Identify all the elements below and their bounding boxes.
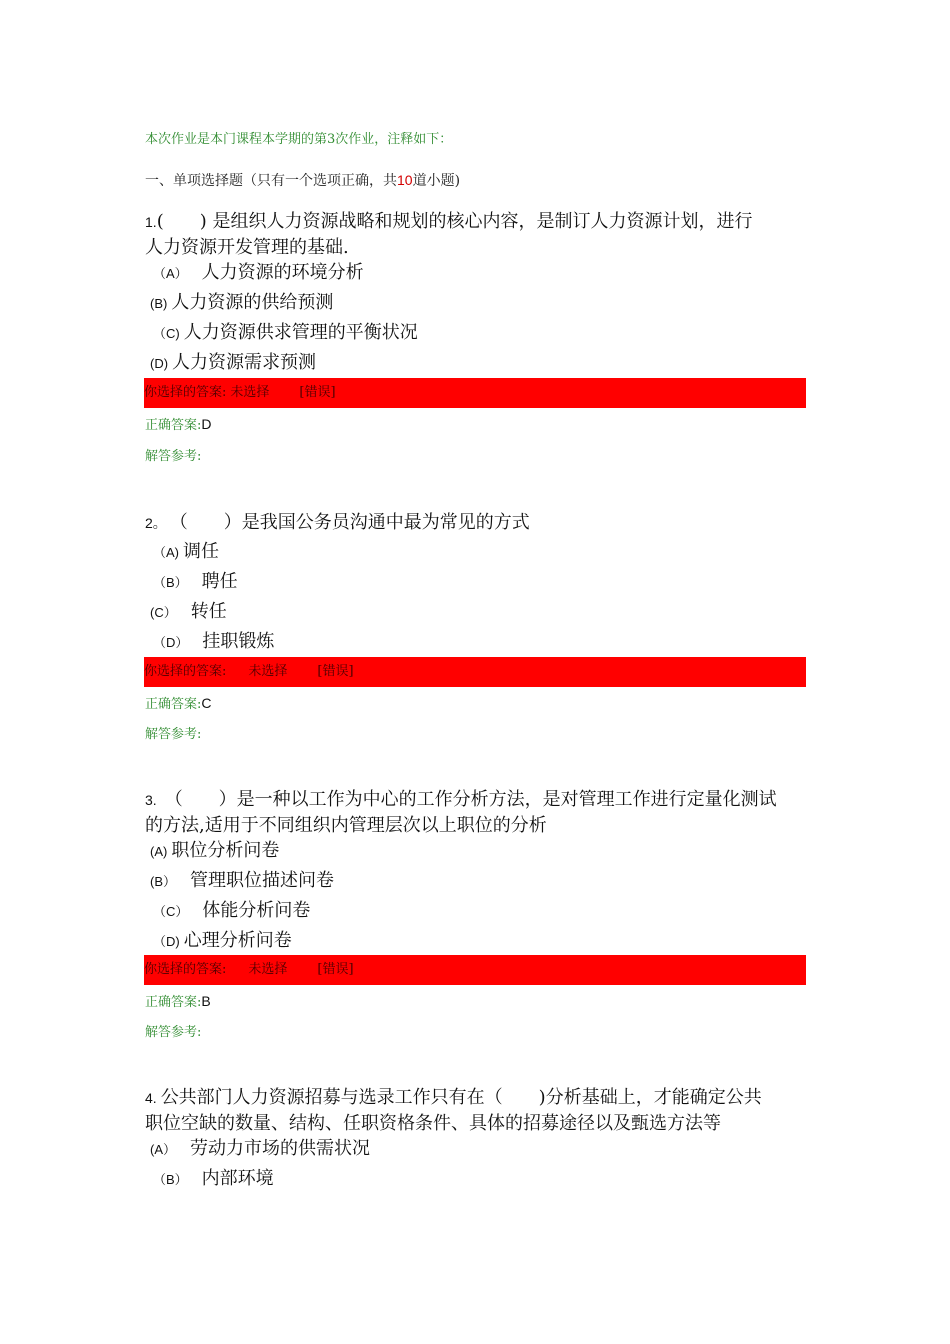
question-3 (145, 787, 777, 838)
option-b[interactable]: （B） 内部环境 (153, 1168, 274, 1189)
answer-result-bar: 你选择的答案: 未选择 [错误] (144, 955, 806, 985)
option-b[interactable]: (B） 管理职位描述问卷 (150, 870, 335, 891)
option-c[interactable]: （C) 人力资源供求管理的平衡状况 (153, 322, 418, 343)
option-a[interactable]: (A） 劳动力市场的供需状况 (150, 1138, 371, 1159)
answer-reference: 解答参考: (145, 449, 202, 464)
correct-answer: 正确答案:B (145, 993, 211, 1010)
option-a[interactable]: (A) 职位分析问卷 (150, 840, 280, 861)
correct-answer: 正确答案:D (145, 416, 212, 433)
question-text-line1: 公共部门人力资源招募与选录工作只有在（ )分析基础上，才能确定公共 (160, 1087, 762, 1108)
question-number: 1. (145, 214, 157, 230)
question-count: 10 (397, 172, 413, 188)
answer-reference: 解答参考: (145, 727, 202, 742)
question-1 (145, 209, 752, 260)
homework-intro: 本次作业是本门课程本学期的第3次作业，注释如下： (145, 132, 453, 147)
question-text-line1: ( ) 是组织人力资源战略和规划的核心内容，是制订人力资源计划，进行 (156, 211, 753, 232)
section-suffix: 道小题) (412, 173, 461, 189)
option-a[interactable]: （A） 人力资源的环境分析 (153, 262, 364, 283)
option-b[interactable]: (B) 人力资源的供给预测 (150, 292, 334, 313)
question-2 (145, 510, 530, 536)
question-number: 3. (145, 792, 157, 808)
option-b[interactable]: （B） 聘任 (153, 571, 238, 592)
question-text-line1: （ ）是我国公务员沟通中最为常见的方式 (178, 512, 530, 533)
option-c[interactable]: (C） 转任 (150, 601, 227, 622)
question-number: 4. (145, 1090, 157, 1106)
question-text-line2: 人力资源开发管理的基础. (145, 237, 349, 258)
correct-answer: 正确答案:C (145, 695, 212, 712)
option-c[interactable]: （C） 体能分析问卷 (153, 900, 311, 921)
option-d[interactable]: （D） 挂职锻炼 (153, 631, 275, 652)
question-number: 2。 (145, 515, 167, 531)
answer-result-bar: 你选择的答案: 未选择 [错误] (144, 378, 806, 408)
option-a[interactable]: （A) 调任 (153, 541, 220, 562)
section-prefix: 一、单项选择题（只有一个选项正确，共 (145, 173, 397, 189)
option-d[interactable]: （D) 心理分析问卷 (153, 930, 292, 951)
question-4 (145, 1085, 762, 1136)
question-text-line1: （ ）是一种以工作为中心的工作分析方法，是对管理工作进行定量化测试 (164, 789, 777, 810)
section-heading (145, 170, 460, 190)
option-d[interactable]: (D) 人力资源需求预测 (150, 352, 317, 373)
question-text-line2: 的方法,适用于不同组织内管理层次以上职位的分析 (145, 815, 547, 836)
answer-reference: 解答参考: (145, 1025, 202, 1040)
answer-result-bar: 你选择的答案: 未选择 [错误] (144, 657, 806, 687)
question-text-line2: 职位空缺的数量、结构、任职资格条件、具体的招募途径以及甄选方法等 (145, 1113, 721, 1134)
